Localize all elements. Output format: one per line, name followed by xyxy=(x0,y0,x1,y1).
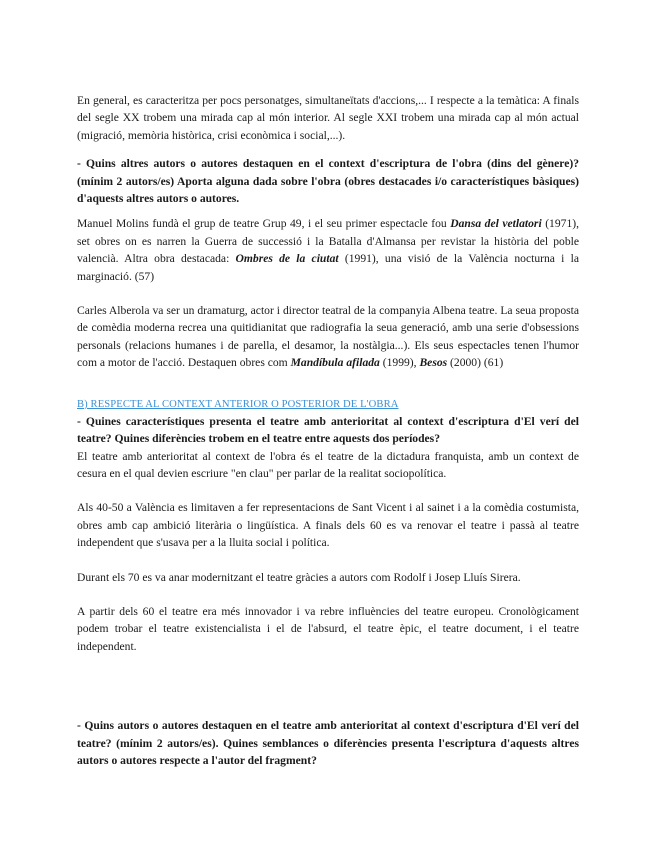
paragraph-dictatorship: El teatre amb anterioritat al context de l'obra és el teatre de la dictadura franquista, amb un context de cesura en el qual devien escriure "en clau" per parlar de la realitat sociopolítica. xyxy=(77,449,579,480)
alberola-text-a: Carles Alberola va ser un dramaturg, actor i director teatral de la companyia Albena teatre. La seua proposta de comèdia moderna recrea una quitidianitat que radiografia la seua generació, amb una serie d'obsessions personals (relacions humanes i de parella, el desamor, la nostàlgia...). Els seus espectacles tenen l'humor com a motor de l'acció. Destaquen obres com xyxy=(77,304,579,370)
document-page xyxy=(77,92,579,769)
section-heading-b: B) RESPECTE AL CONTEXT ANTERIOR O POSTERIOR DE L'OBRA xyxy=(77,398,399,410)
question-previous-theatre: - Quines característiques presenta el teatre amb anterioritat al context d'escriptura d'El verí del teatre? Quines diferències trobem en el teatre entre aquests dos períodes? xyxy=(77,414,579,446)
paragraph-molins xyxy=(77,215,579,285)
alberola-text-c: (2000) (61) xyxy=(447,356,504,370)
paragraph-70s: Durant els 70 es va anar modernitzant el teatre gràcies a autors com Rodolf i Josep Lluís Sirera. xyxy=(77,570,521,584)
paragraph-60s: A partir dels 60 el teatre era més innovador i va rebre influències del teatre europeu. Cronològicament podem trobar el teatre existencialista i el de l'absurd, el teatre èpic, el teatre document, i el teatre independent. xyxy=(77,604,579,653)
paragraph-alberola xyxy=(77,302,579,372)
molins-text-c: (1991), una visió de la València nocturna i la marginació. (57) xyxy=(77,252,580,283)
question-other-authors: - Quins altres autors o autores destaquen en el context d'escriptura de l'obra (dins del gènere)? (mínim 2 autors/es) Aporta alguna dada sobre l'obra (obres destacades i/o característiques bàsiques) d'aquests altres autors o autores. xyxy=(77,157,579,206)
alberola-text-b: (1999), xyxy=(379,356,420,370)
molins-work-title-1: Dansa del vetlatori xyxy=(450,217,542,231)
alberola-work-title-2: Besos xyxy=(419,356,448,370)
alberola-work-title-1: Mandíbula afilada xyxy=(290,356,380,370)
molins-text-b: (1971), set obres on es narren la Guerra de successió i la Batalla d'Almansa per revistar la història del poble valencià. Altra obra destacada: xyxy=(77,217,580,266)
question-previous-authors: - Quins autors o autores destaquen en el teatre amb anterioritat al context d'escriptura d'El verí del teatre? (mínim 2 autors/es). Quines semblances o diferències presenta l'escriptura d'aquests altres autors o autores respecte a l'autor del fragment? xyxy=(77,719,579,767)
molins-text-a: Manuel Molins fundà el grup de teatre Grup 49, i el seu primer espectacle fou xyxy=(77,217,451,231)
paragraph-40-50: Als 40-50 a València es limitaven a fer representacions de Sant Vicent i al sainet i a la comèdia costumista, obres amb cap ambició literària o lingüística. A finals dels 60 es va renovar el teatre i passà al teatre independent que s'usava per a la lluita social i política. xyxy=(77,501,579,550)
paragraph-general: En general, es caracteritza per pocs personatges, simultaneïtats d'accions,... I respecte a la temàtica: A finals del segle XX trobem una mirada cap al món interior. Al segle XXI trobem una mirada cap al món actual (migració, memòria històrica, crisi econòmica i social,...). xyxy=(77,94,579,142)
molins-work-title-2: Ombres de la ciutat xyxy=(235,252,339,266)
